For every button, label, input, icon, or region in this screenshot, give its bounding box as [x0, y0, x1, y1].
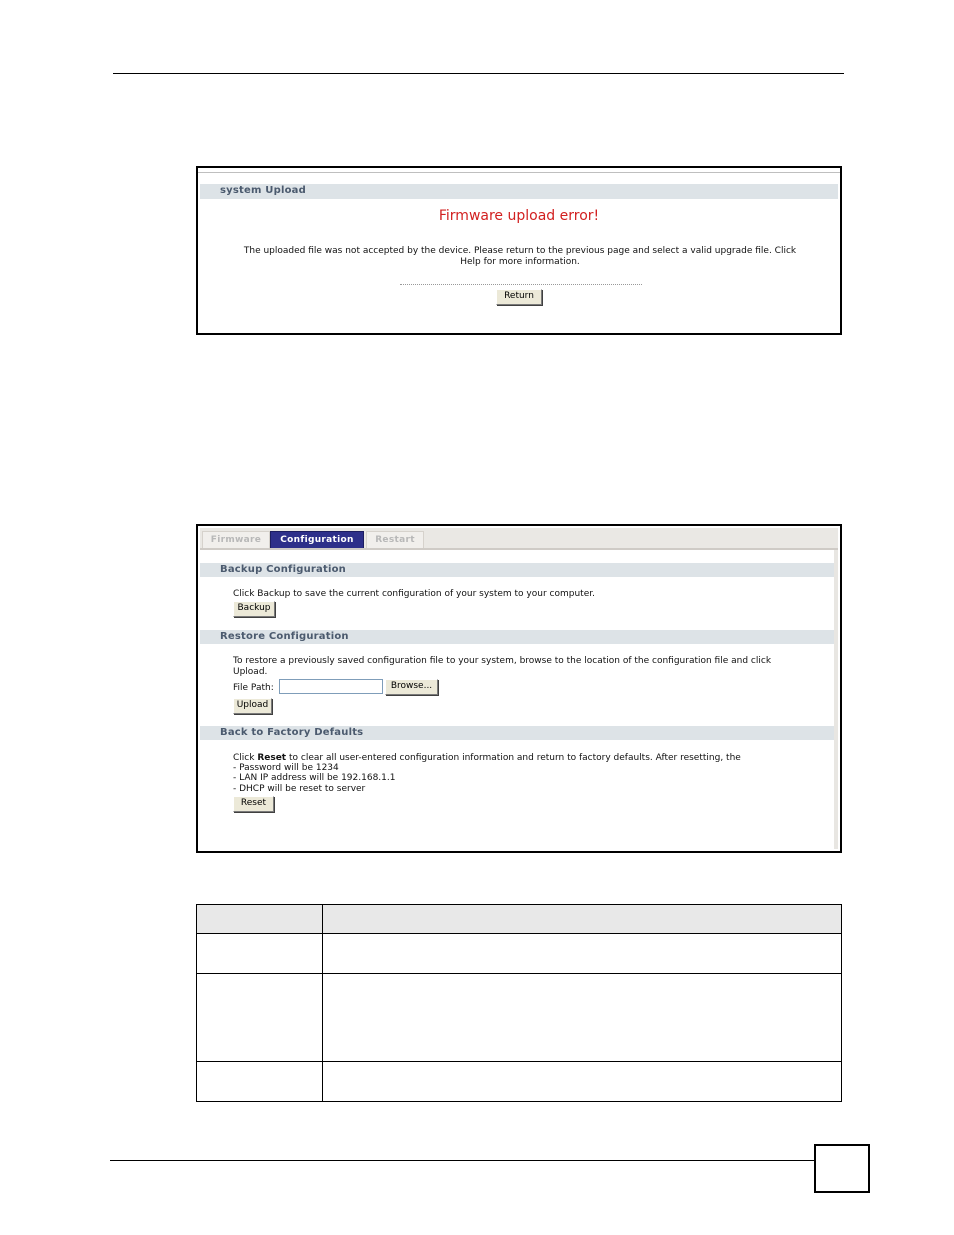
- table-cell: [197, 974, 323, 1062]
- table-row: [197, 1062, 842, 1102]
- section-title-restore: Restore Configuration: [200, 630, 834, 644]
- section-title-system-upload: system Upload: [200, 184, 838, 199]
- reset-button[interactable]: Reset: [233, 796, 274, 812]
- tab-firmware[interactable]: Firmware: [202, 531, 270, 548]
- factory-line-password: - Password will be 1234: [233, 763, 339, 773]
- section-title-factory-defaults: Back to Factory Defaults: [200, 726, 834, 740]
- error-title: Firmware upload error!: [438, 208, 600, 224]
- footer-rule: [110, 1160, 814, 1161]
- section-title-backup: Backup Configuration: [200, 563, 834, 577]
- header-rule: [113, 73, 844, 74]
- dotted-divider: [400, 284, 642, 285]
- backup-button[interactable]: Backup: [233, 601, 275, 617]
- factory-text-post: to clear all user-entered configuration information and return to factory defaults. After resetting, the: [286, 753, 741, 763]
- factory-line-dhcp: - DHCP will be reset to server: [233, 784, 366, 794]
- table-header-cell: [197, 905, 323, 934]
- table-cell: [323, 1062, 842, 1102]
- factory-text-bold: Reset: [257, 753, 287, 763]
- page-number-box: [814, 1144, 870, 1193]
- factory-text-pre: Click: [233, 753, 258, 763]
- file-path-input[interactable]: [279, 679, 383, 694]
- frame-top-line: [198, 172, 840, 173]
- factory-line-lan-ip: - LAN IP address will be 192.168.1.1: [233, 773, 396, 783]
- table-row: [197, 934, 842, 974]
- table-cell: [323, 934, 842, 974]
- table-row: [197, 974, 842, 1062]
- tab-configuration[interactable]: Configuration: [270, 531, 364, 548]
- return-button[interactable]: Return: [496, 289, 542, 305]
- backup-description: Click Backup to save the current configuration of your system to your computer.: [233, 589, 595, 599]
- table-header-row: [197, 905, 842, 934]
- browse-button[interactable]: Browse...: [385, 679, 438, 695]
- table-header-cell: [323, 905, 842, 934]
- tab-restart[interactable]: Restart: [366, 531, 424, 548]
- table-cell: [323, 974, 842, 1062]
- table-cell: [197, 1062, 323, 1102]
- table-cell: [197, 934, 323, 974]
- factory-description: [233, 753, 813, 764]
- scrollbar[interactable]: [834, 550, 838, 849]
- configuration-screen: [196, 524, 842, 853]
- firmware-upload-error-screen: [196, 166, 842, 335]
- file-path-label: File Path:: [233, 683, 274, 693]
- upload-button[interactable]: Upload: [233, 698, 272, 714]
- error-message: The uploaded file was not accepted by the device. Please return to the previous page and select a valid upgrade file. Click Help for more information.: [243, 246, 797, 267]
- field-description-table: [196, 904, 842, 1102]
- tab-strip: [200, 528, 838, 550]
- restore-description: To restore a previously saved configuration file to your system, browse to the location of the configuration file and click Upload.: [233, 656, 772, 677]
